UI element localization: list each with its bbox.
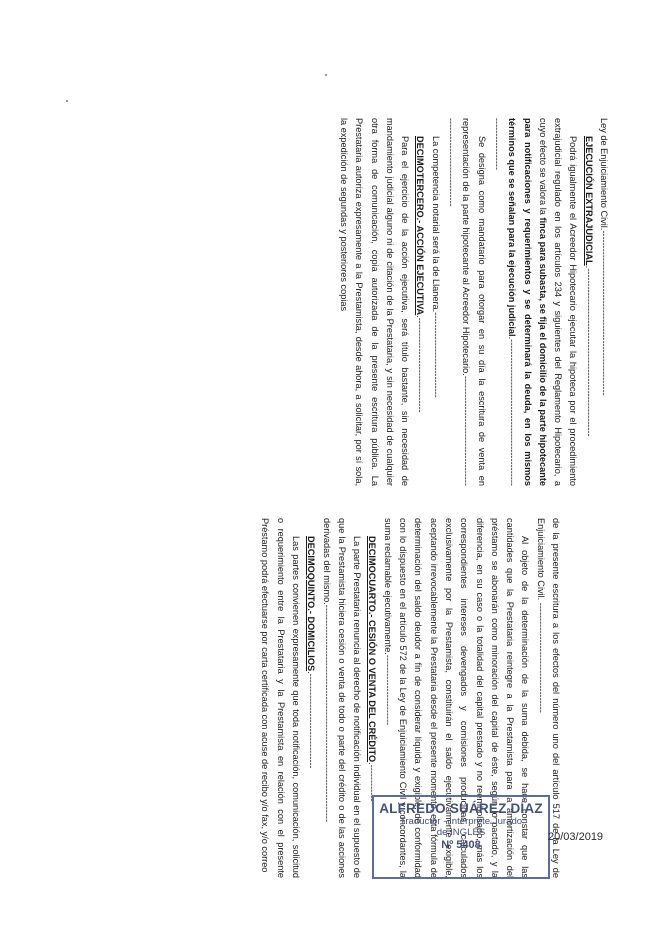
stamp-title: Traductor - Intérprete Jurado [399,816,523,827]
paragraph: La competencia notarial será la de Llanera.---------------------------- [430,136,441,398]
scan-speck [66,100,68,102]
paragraph: Las partes convienen expresamente que toda notificación, comunicación, solicitud o requerimiento entre la Prestataria y la Prestamista en relación con el presente Préstamo podrá efectuarse por carta certificada con acuse de recibo y/o fax, y/o correo [260,518,301,878]
paragraph: La parte Prestataria renuncia al derecho de notificación individual en el supuesto de que la Prestamista hiciera cesión o venta de todo o parte del crédito o de las acciones derivadas del mismo.----------------------------------------------------------------------- [321,518,363,878]
stamp-language: de INGLÉS [436,827,486,838]
section-heading: EJECUCIÓN EXTRAJUDICIAL.------------------------------------------------------- [583,136,594,437]
signature-date: 20/03/2019 [548,831,604,843]
section-heading: DECIMOCUARTO.- CESIÓN O VENTA DEL CRÉDITO.------------ [367,536,378,802]
section-heading: DECIMOQUINTO.- DOMICILIOS.------------------------------- [306,536,317,769]
section-heading: DECIMOTERCERO.- ACCIÓN EJECUTIVA.------------------------------- [415,136,426,413]
translator-stamp [372,795,550,879]
paragraph: Ley de Enjuiciamiento Civil.------------------------------------------------------ [599,118,609,396]
scan-speck [325,74,327,76]
paragraph: Al objeto de la determinación de la suma debida, se hace constar que las cantidades que la Prestataria reintegre a la Prestamista para la amortización del préstamo se abonarán como minoración del capital de éste, según lo pactado, y la diferencia, en su caso o la totalidad del capital prestado y no reembolsado, más los correspondientes intereses devengados y comisiones producidas, calculados exclusivamente por la Prestamista, constituirán el saldo ejecutivamente exigible, aceptando irrevocablemente la Prestataria desde el presente momento, esta fórmula de determinación del saldo deudor a fin de considerar líquida y exigible, de conformidad con lo dispuesto en el artículo 572 de la Ley de Enjuiciamiento Civil y concordantes, la suma reclamable ejecutivamente.----------------------- [382,518,531,878]
paragraph: Podrá igualmente el Acreedor Hipotecario ejecutar la hipoteca por el procedimiento extrajudicial regulado en los artículos 234 y siguientes del Reglamento Hipotecario, a cuyo efecto se valora la finca para subasta, se fija el domicilio de la parte hipotecante para notificaciones y requerimientos y se determinará la deuda, en los mismos términos que se señalan para la ejecución judicial.----------------------------------------------------------------- [491,118,579,487]
paragraph: de la presente escritura a los efectos del número uno del artículo 517 de la Ley de Enjuiciamiento Civil. ------------------------------------ [535,518,561,878]
paragraph: Se designa como mandatario para otorgar en su día la escritura de venta en representación de la parte hipotecante al Acreedor Hipotecario.----------------------------------------------------------------- [446,118,487,486]
upper-text-block [336,118,611,486]
stamp-number: Nº 5408 [441,839,481,851]
stamp-name: ALFREDO SUÁREZ DÍAZ [379,801,543,816]
paragraph: Para el ejercicio de la acción ejecutiva, será título bastante, sin necesidad de mandamiento judicial alguno ni de citación de la Prestataria, y sin necesidad de cualquier otra forma de comunicación, copia autorizada de la presente escritura pública. La Prestataria autoriza expresamente a la Prestamista, desde ahora, a solicitar, por sí sola, la expedición de segundas y posteriores copias [338,118,411,486]
